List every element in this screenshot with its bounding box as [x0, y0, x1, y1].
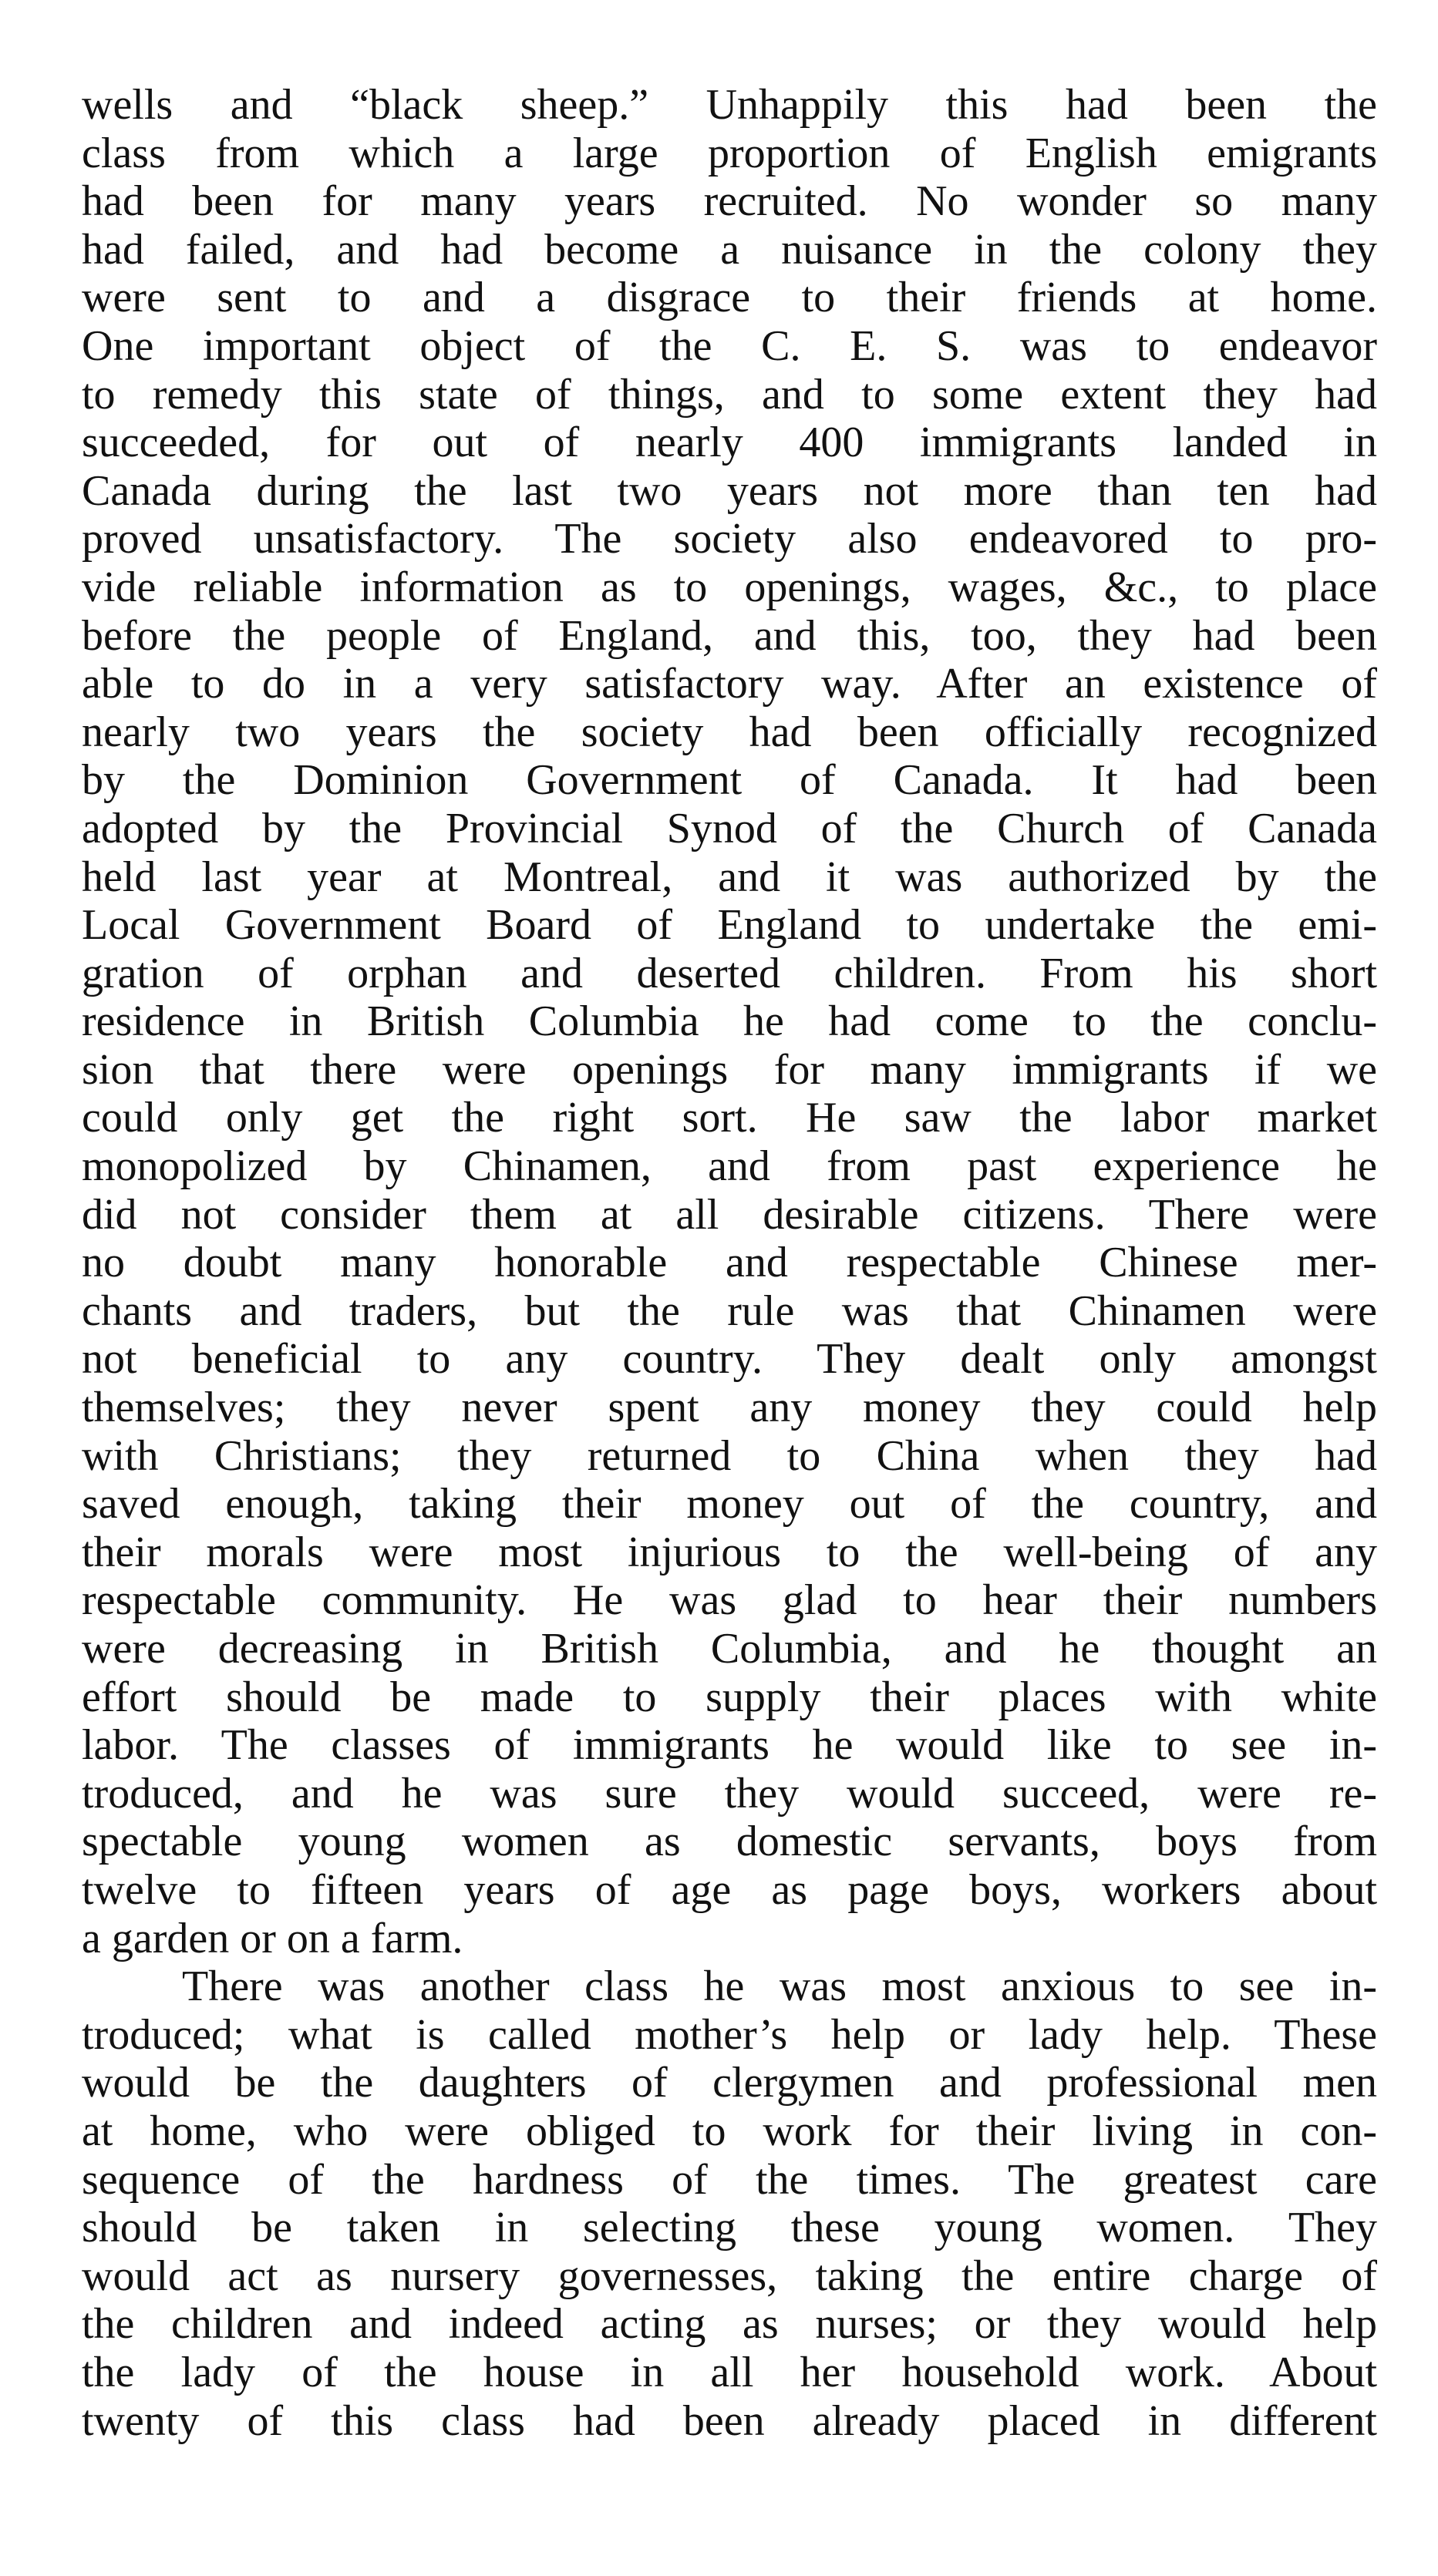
text-line: class from which a large proportion of English emigrants [82, 129, 1377, 177]
text-line: able to do in a very satisfactory way. After an existence of [82, 660, 1377, 708]
text-line: adopted by the Provincial Synod of the Church of Canada [82, 804, 1377, 853]
paragraph-1 [82, 81, 1377, 1962]
text-line: monopolized by Chinamen, and from past experience he [82, 1142, 1377, 1191]
text-line: with Christians; they returned to China when they had [82, 1431, 1377, 1480]
text-line: would be the daughters of clergymen and professional men [82, 2059, 1377, 2107]
text-line: Canada during the last two years not more than ten had [82, 466, 1377, 515]
text-line: should be taken in selecting these young women. They [82, 2204, 1377, 2252]
text-line: did not consider them at all desirable citizens. There were [82, 1190, 1377, 1239]
text-line: vide reliable information as to openings, wages, &c., to place [82, 563, 1377, 611]
text-line: were decreasing in British Columbia, and he thought an [82, 1625, 1377, 1673]
text-line: sequence of the hardness of the times. The greatest care [82, 2155, 1377, 2204]
text-line: respectable community. He was glad to hear their numbers [82, 1576, 1377, 1625]
text-line: could only get the right sort. He saw the labor market [82, 1094, 1377, 1142]
text-line: not beneficial to any country. They dealt only amongst [82, 1335, 1377, 1384]
text-line: Local Government Board of England to undertake the emi- [82, 901, 1377, 950]
text-line: themselves; they never spent any money they could help [82, 1384, 1377, 1432]
text-line: no doubt many honorable and respectable Chinese mer- [82, 1239, 1377, 1287]
text-line: twenty of this class had been already placed in different [82, 2396, 1377, 2445]
text-line: One important object of the C. E. S. was to endeavor [82, 321, 1377, 370]
text-line: troduced; what is called mother’s help or lady help. These [82, 2010, 1377, 2059]
article-column [82, 81, 1377, 2445]
text-line: troduced, and he was sure they would succeed, were re- [82, 1769, 1377, 1818]
text-line: at home, who were obliged to work for their living in con- [82, 2107, 1377, 2155]
text-line: had been for many years recruited. No wonder so many [82, 177, 1377, 226]
text-line: labor. The classes of immigrants he would like to see in- [82, 1721, 1377, 1770]
text-line: to remedy this state of things, and to some extent they had [82, 370, 1377, 419]
text-line: held last year at Montreal, and it was authorized by the [82, 853, 1377, 901]
paragraph-2 [82, 1962, 1377, 2445]
text-line: There was another class he was most anxious to see in- [182, 1962, 1377, 2011]
text-line: succeeded, for out of nearly 400 immigrants landed in [82, 419, 1377, 467]
text-line: residence in British Columbia he had come to the conclu- [82, 997, 1377, 1046]
text-line: effort should be made to supply their places with white [82, 1673, 1377, 1721]
text-line: sion that there were openings for many immigrants if we [82, 1045, 1377, 1094]
text-line: their morals were most injurious to the well-being of any [82, 1528, 1377, 1576]
text-line: wells and “black sheep.” Unhappily this had been the [82, 81, 1377, 129]
text-line: twelve to fifteen years of age as page boys, workers about [82, 1865, 1377, 1914]
text-line: saved enough, taking their money out of the country, and [82, 1480, 1377, 1528]
text-line: gration of orphan and deserted children. From his short [82, 949, 1377, 997]
text-line: the lady of the house in all her household work. About [82, 2348, 1377, 2396]
text-line: the children and indeed acting as nurses; or they would help [82, 2300, 1377, 2349]
text-line: before the people of England, and this, too, they had been [82, 611, 1377, 660]
text-line: chants and traders, but the rule was that Chinamen were [82, 1286, 1377, 1335]
text-line: a garden or on a farm. [82, 1914, 463, 1962]
text-line: would act as nursery governesses, taking the entire charge of [82, 2251, 1377, 2300]
text-line: by the Dominion Government of Canada. It had been [82, 756, 1377, 805]
text-line: were sent to and a disgrace to their friends at home. [82, 274, 1377, 322]
text-line: had failed, and had become a nuisance in the colony they [82, 225, 1377, 274]
text-line: nearly two years the society had been officially recognized [82, 708, 1377, 756]
text-line: spectable young women as domestic servants, boys from [82, 1818, 1377, 1866]
text-line: proved unsatisfactory. The society also endeavored to pro- [82, 515, 1377, 563]
